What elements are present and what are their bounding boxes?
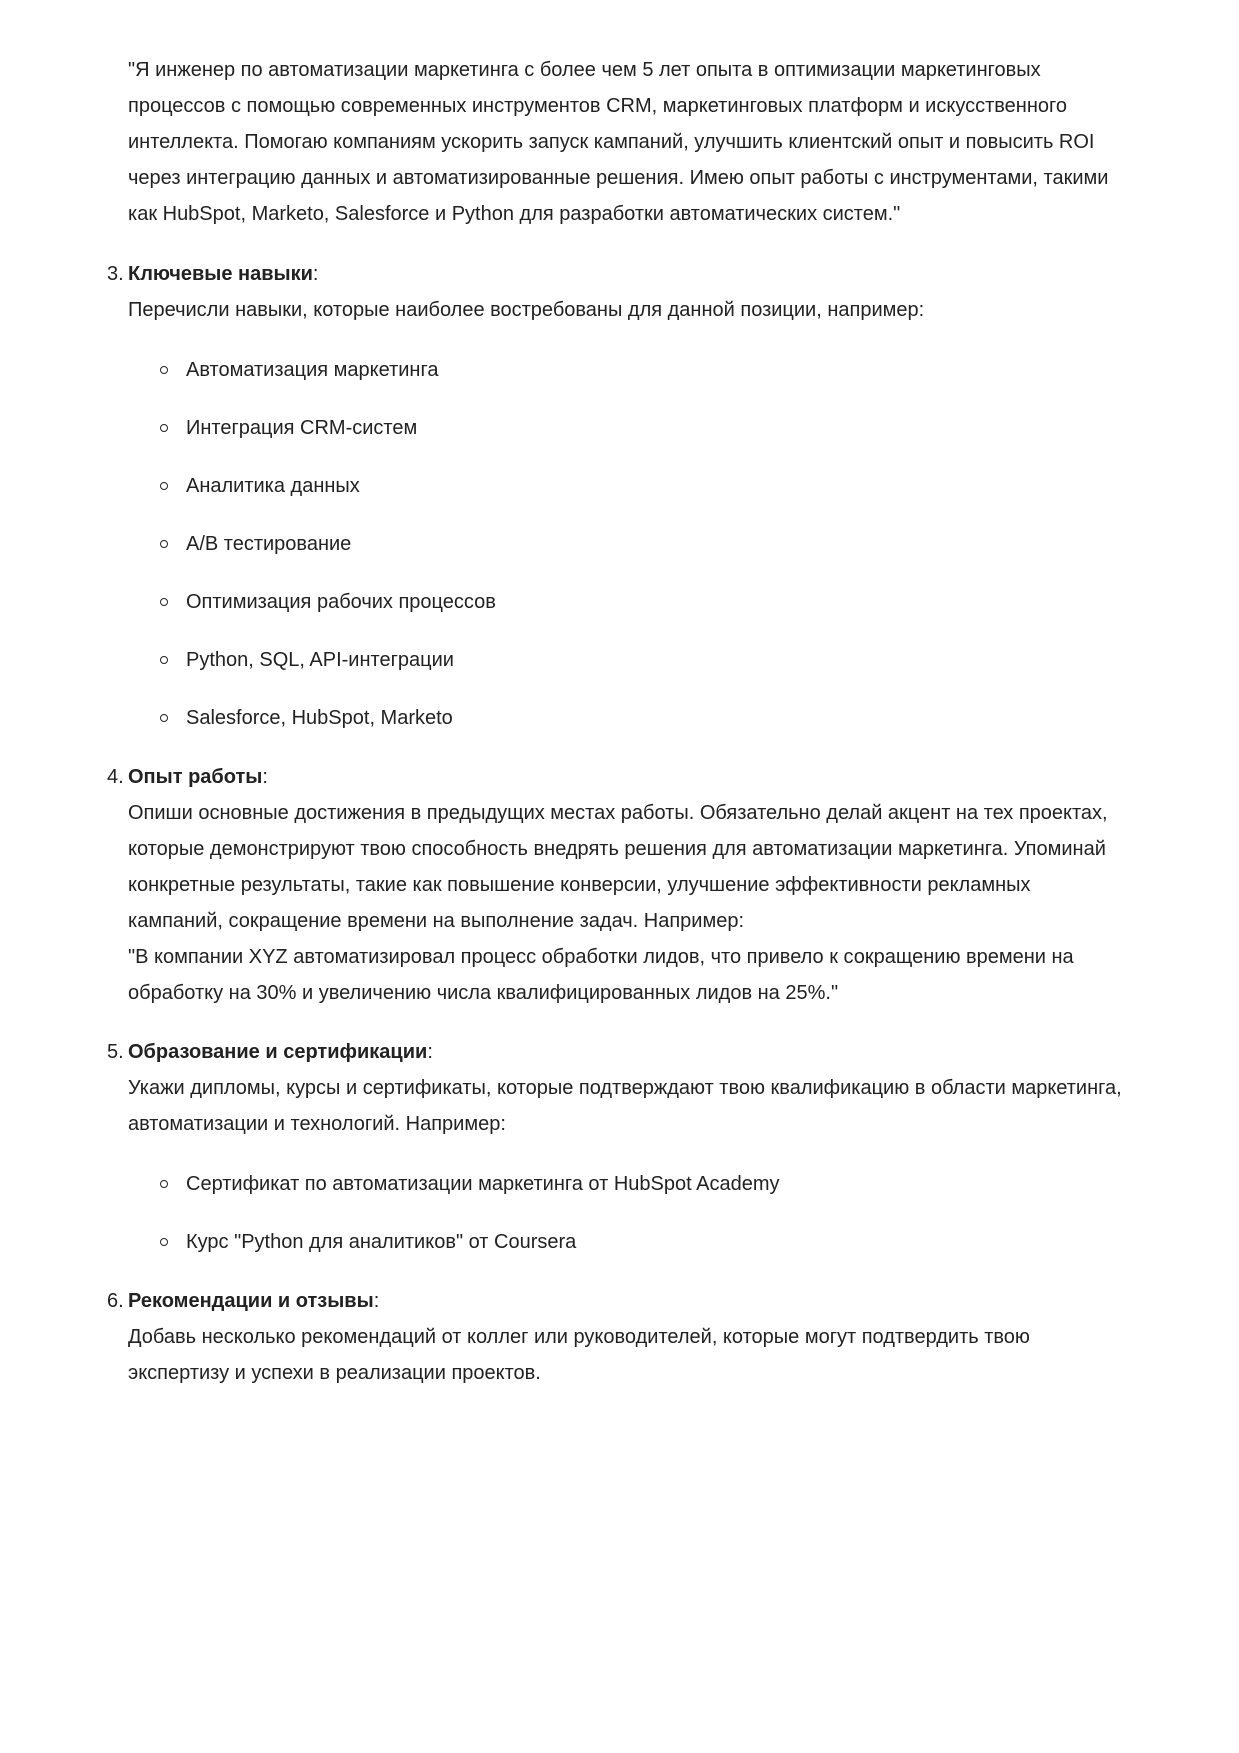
bullet-item: [128, 642, 1127, 678]
bullet-circle-icon: [160, 1238, 168, 1246]
item-body: Добавь несколько рекомендаций от коллег или руководителей, которые могут подтвердить твою экспертизу и успехи в реализации проектов.: [128, 1326, 1030, 1384]
bullet-text: Сертификат по автоматизации маркетинга от HubSpot Academy: [186, 1173, 780, 1195]
item-content: [128, 1034, 1127, 1260]
item-title-suffix: :: [427, 1041, 433, 1063]
item-example-quote: "В компании XYZ автоматизировал процесс обработки лидов, что привело к сокращению времени на обработку на 30% и увеличению числа квалифицированных лидов на 25%.": [128, 946, 1074, 1004]
item-title-suffix: :: [373, 1290, 380, 1312]
item-heading: [128, 759, 1127, 795]
bullet-text: Курс "Python для аналитиков" от Coursera: [186, 1231, 577, 1253]
item-heading: [128, 256, 1127, 292]
item-number: 5.: [107, 1041, 124, 1063]
bullet-text: A/B тестирование: [186, 533, 352, 555]
item-content: [128, 1283, 1127, 1391]
item-heading: [128, 1283, 1127, 1319]
list-item-4: [107, 759, 1127, 1011]
bullet-list: [128, 352, 1127, 736]
bullet-list: [128, 1166, 1127, 1260]
bullet-item: [128, 410, 1127, 446]
item-body: Опиши основные достижения в предыдущих местах работы. Обязательно делай акцент на тех проектах, которые демонстрируют твою способность внедрять решения для автоматизации маркетинга. Упоминай конкретные результаты, такие как повышение конверсии, улучшение эффективности рекламных кампаний, сокращение времени на выполнение задач. Например:: [128, 802, 1108, 932]
list-item-6: [107, 1283, 1127, 1391]
list-item-3: [107, 256, 1127, 736]
bullet-circle-icon: [160, 424, 168, 432]
bullet-text: Аналитика данных: [186, 475, 360, 497]
item-number: 6.: [107, 1290, 124, 1312]
item-heading: [128, 1034, 1127, 1070]
bullet-circle-icon: [160, 540, 168, 548]
item-title-suffix: :: [262, 766, 268, 788]
bullet-item: [128, 1166, 1127, 1202]
item-content: [128, 759, 1127, 1011]
bullet-item: [128, 1224, 1127, 1260]
bullet-text: Интеграция CRM-систем: [186, 417, 418, 439]
bullet-item: [128, 468, 1127, 504]
list-item-5: [107, 1034, 1127, 1260]
bullet-text: Автоматизация маркетинга: [186, 359, 439, 381]
item-title: Ключевые навыки: [128, 263, 313, 285]
bullet-item: [128, 700, 1127, 736]
bullet-circle-icon: [160, 482, 168, 490]
numbered-list: [107, 256, 1127, 1391]
bullet-item: [128, 352, 1127, 388]
bullet-circle-icon: [160, 598, 168, 606]
bullet-circle-icon: [160, 714, 168, 722]
item-title: Образование и сертификации: [128, 1041, 428, 1063]
intro-quote-paragraph: "Я инженер по автоматизации маркетинга с более чем 5 лет опыта в оптимизации маркетинговых процессов с помощью современных инструментов CRM, маркетинговых платформ и искусственного интеллекта. Помогаю компаниям ускорить запуск кампаний, улучшить клиентский опыт и повысить ROI через интеграцию данных и автоматизированные решения. Имею опыт работы с инструментами, такими как HubSpot, Marketo, Salesforce и Python для разработки автоматических систем.": [128, 59, 1109, 225]
bullet-circle-icon: [160, 656, 168, 664]
bullet-text: Salesforce, HubSpot, Marketo: [186, 707, 453, 729]
item-content: [128, 256, 1127, 736]
item-number: 3.: [107, 263, 124, 285]
item-title: Опыт работы: [128, 766, 263, 788]
bullet-circle-icon: [160, 1180, 168, 1188]
item-number: 4.: [107, 766, 124, 788]
item-body: Перечисли навыки, которые наиболее востребованы для данной позиции, например:: [128, 299, 925, 321]
item-body: Укажи дипломы, курсы и сертификаты, которые подтверждают твою квалификацию в области маркетинга, автоматизации и технологий. Например:: [128, 1077, 1122, 1135]
item-title: Рекомендации и отзывы: [128, 1290, 374, 1312]
bullet-circle-icon: [160, 366, 168, 374]
item-title-suffix: :: [312, 263, 319, 285]
bullet-item: [128, 584, 1127, 620]
bullet-text: Оптимизация рабочих процессов: [186, 591, 496, 613]
bullet-item: [128, 526, 1127, 562]
bullet-text: Python, SQL, API-интеграции: [186, 649, 454, 671]
